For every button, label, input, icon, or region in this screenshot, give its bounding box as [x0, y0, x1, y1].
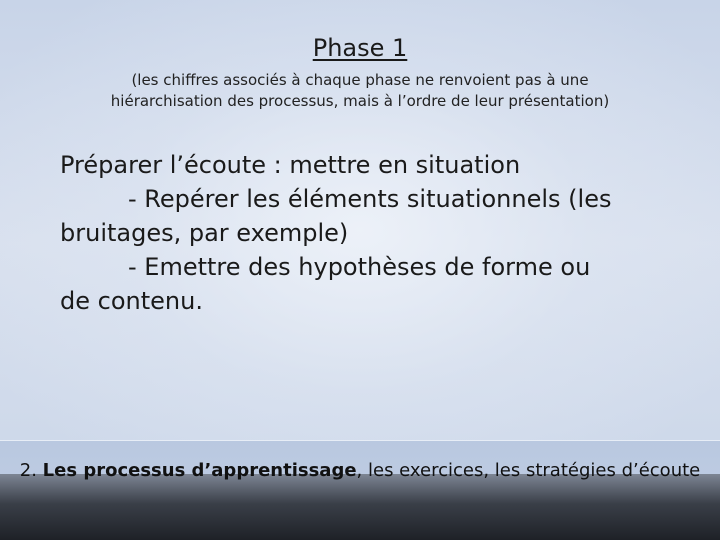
footer-dark-strip	[0, 474, 720, 540]
subtitle-line: (les chiffres associés à chaque phase ne renvoient pas à une	[131, 71, 589, 89]
section-bold-title: Les processus d’apprentissage	[42, 460, 357, 481]
body-line: - Emettre des hypothèses de forme ou	[128, 253, 591, 281]
slide-title: Phase 1	[312, 34, 408, 62]
body-line: de contenu.	[60, 287, 203, 315]
body-line: bruitages, par exemple)	[60, 219, 349, 247]
section-rest-text: , les exercices, les stratégies d’écoute	[356, 460, 701, 481]
slide-subtitle	[60, 70, 660, 112]
subtitle-line: hiérarchisation des processus, mais à l’ordre de leur présentation)	[110, 92, 610, 110]
slide-body	[60, 148, 670, 318]
section-number: 2.	[19, 460, 37, 481]
body-line: Préparer l’écoute : mettre en situation	[60, 151, 521, 179]
next-section-line	[0, 460, 720, 481]
body-line: - Repérer les éléments situationnels (les	[128, 185, 612, 213]
